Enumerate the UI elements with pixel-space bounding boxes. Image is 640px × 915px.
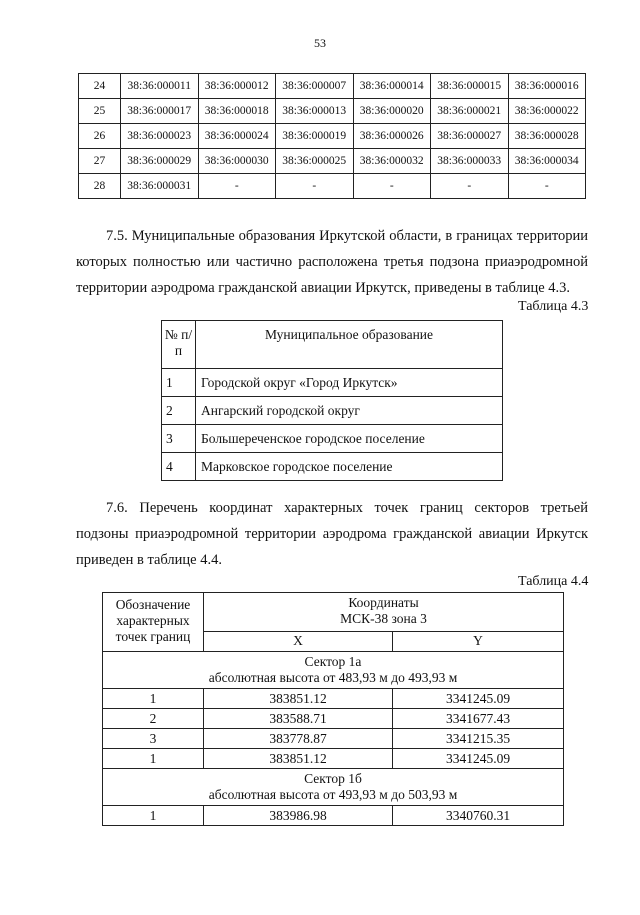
municipality-name: Большереченское городское поселение bbox=[196, 425, 503, 453]
cadastral-number: 38:36:000028 bbox=[508, 124, 586, 149]
cadastral-number: 38:36:000011 bbox=[121, 74, 199, 99]
point-label: 2 bbox=[103, 709, 204, 729]
table-row bbox=[103, 689, 564, 709]
table-row bbox=[79, 124, 586, 149]
cadastral-table-body bbox=[79, 74, 586, 199]
cadastral-number: 38:36:000018 bbox=[198, 99, 276, 124]
coordinate-x: 383588.71 bbox=[204, 709, 393, 729]
cadastral-number: 38:36:000022 bbox=[508, 99, 586, 124]
cadastral-table bbox=[78, 73, 586, 199]
cadastral-number: 38:36:000019 bbox=[276, 124, 354, 149]
coordinate-y: 3341677.43 bbox=[393, 709, 564, 729]
row-number: 24 bbox=[79, 74, 121, 99]
cadastral-number: 38:36:000031 bbox=[121, 174, 199, 199]
coordinate-y: 3341245.09 bbox=[393, 749, 564, 769]
col-header-coordinates bbox=[204, 593, 564, 632]
cadastral-number: 38:36:000015 bbox=[431, 74, 509, 99]
col-header-x: X bbox=[204, 631, 393, 651]
point-label: 1 bbox=[103, 689, 204, 709]
table-row bbox=[103, 806, 564, 826]
cadastral-number: 38:36:000030 bbox=[198, 149, 276, 174]
coordinate-y: 3341245.09 bbox=[393, 689, 564, 709]
paragraph-7-5-text: 7.5. Муниципальные образования Иркутской области, в границах территории которых полностью или частично расположена третья подзона приаэродромной территории аэродрома гражданской авиации Иркутск, приведены в таблице 4.3. bbox=[76, 228, 588, 296]
point-label: 1 bbox=[103, 806, 204, 826]
municipality-name: Марковское городское поселение bbox=[196, 453, 503, 481]
coordinates-label: Координаты bbox=[348, 595, 419, 610]
point-label: 1 bbox=[103, 749, 204, 769]
col-header-y: Y bbox=[393, 631, 564, 651]
row-number: 28 bbox=[79, 174, 121, 199]
coordinate-x: 383851.12 bbox=[204, 749, 393, 769]
sector-header bbox=[103, 652, 564, 689]
cadastral-number: 38:36:000023 bbox=[121, 124, 199, 149]
paragraph-7-6-text: 7.6. Перечень координат характерных точек границ секторов третьей подзоны приаэродромной территории аэродрома гражданской авиации Иркутск приведен в таблице 4.4. bbox=[76, 500, 588, 568]
col-header-points: Обозначение характерных точек границ bbox=[103, 593, 204, 652]
table-row bbox=[79, 174, 586, 199]
table-row bbox=[162, 397, 503, 425]
cadastral-number: 38:36:000007 bbox=[276, 74, 354, 99]
cadastral-number: 38:36:000021 bbox=[431, 99, 509, 124]
row-number: 1 bbox=[162, 369, 196, 397]
cadastral-number: 38:36:000016 bbox=[508, 74, 586, 99]
coordinate-x: 383851.12 bbox=[204, 689, 393, 709]
cadastral-number: 38:36:000013 bbox=[276, 99, 354, 124]
cadastral-number: 38:36:000026 bbox=[353, 124, 431, 149]
cadastral-number: - bbox=[198, 174, 276, 199]
sector-altitude: абсолютная высота от 493,93 м до 503,93 м bbox=[208, 787, 458, 802]
table-4-4-caption: Таблица 4.4 bbox=[518, 574, 589, 589]
sector-header-row bbox=[103, 652, 564, 689]
col-header-num: № п/п bbox=[162, 321, 196, 369]
table-row bbox=[162, 425, 503, 453]
table-row bbox=[103, 729, 564, 749]
cadastral-number: 38:36:000024 bbox=[198, 124, 276, 149]
table-row bbox=[79, 99, 586, 124]
municipality-name: Ангарский городской округ bbox=[196, 397, 503, 425]
table-4-3-caption: Таблица 4.3 bbox=[518, 299, 589, 314]
cadastral-number: 38:36:000017 bbox=[121, 99, 199, 124]
page-number: 53 bbox=[314, 36, 326, 50]
row-number: 25 bbox=[79, 99, 121, 124]
municipalities-table bbox=[161, 320, 503, 481]
coordinate-system-label: МСК-38 зона 3 bbox=[340, 611, 427, 626]
coordinate-y: 3341215.35 bbox=[393, 729, 564, 749]
table-row bbox=[103, 709, 564, 729]
municipalities-table-body bbox=[162, 369, 503, 481]
cadastral-number: 38:36:000033 bbox=[431, 149, 509, 174]
cadastral-number: 38:36:000029 bbox=[121, 149, 199, 174]
coordinate-x: 383986.98 bbox=[204, 806, 393, 826]
municipality-name: Городской округ «Город Иркутск» bbox=[196, 369, 503, 397]
sector-altitude: абсолютная высота от 483,93 м до 493,93 м bbox=[208, 670, 458, 685]
sector-title: Сектор 1а bbox=[304, 654, 362, 669]
col-header-municipality: Муниципальное образование bbox=[196, 321, 503, 369]
cadastral-number: - bbox=[276, 174, 354, 199]
sector-title: Сектор 1б bbox=[304, 771, 362, 786]
coordinate-y: 3340760.31 bbox=[393, 806, 564, 826]
cadastral-number: 38:36:000025 bbox=[276, 149, 354, 174]
row-number: 2 bbox=[162, 397, 196, 425]
sector-header-row bbox=[103, 769, 564, 806]
cadastral-number: 38:36:000012 bbox=[198, 74, 276, 99]
table-row bbox=[79, 149, 586, 174]
cadastral-number: - bbox=[431, 174, 509, 199]
row-number: 4 bbox=[162, 453, 196, 481]
cadastral-number: 38:36:000027 bbox=[431, 124, 509, 149]
row-number: 26 bbox=[79, 124, 121, 149]
coordinates-table-body bbox=[103, 652, 564, 826]
cadastral-number: 38:36:000034 bbox=[508, 149, 586, 174]
cadastral-number: 38:36:000014 bbox=[353, 74, 431, 99]
paragraph-7-5 bbox=[76, 223, 588, 301]
table-row bbox=[162, 453, 503, 481]
table-row bbox=[103, 749, 564, 769]
row-number: 3 bbox=[162, 425, 196, 453]
coordinates-table bbox=[102, 592, 564, 826]
cadastral-number: 38:36:000032 bbox=[353, 149, 431, 174]
table-row bbox=[79, 74, 586, 99]
row-number: 27 bbox=[79, 149, 121, 174]
cadastral-number: 38:36:000020 bbox=[353, 99, 431, 124]
sector-header bbox=[103, 769, 564, 806]
cadastral-number: - bbox=[353, 174, 431, 199]
table-row bbox=[162, 369, 503, 397]
point-label: 3 bbox=[103, 729, 204, 749]
coordinate-x: 383778.87 bbox=[204, 729, 393, 749]
cadastral-number: - bbox=[508, 174, 586, 199]
paragraph-7-6 bbox=[76, 495, 588, 573]
